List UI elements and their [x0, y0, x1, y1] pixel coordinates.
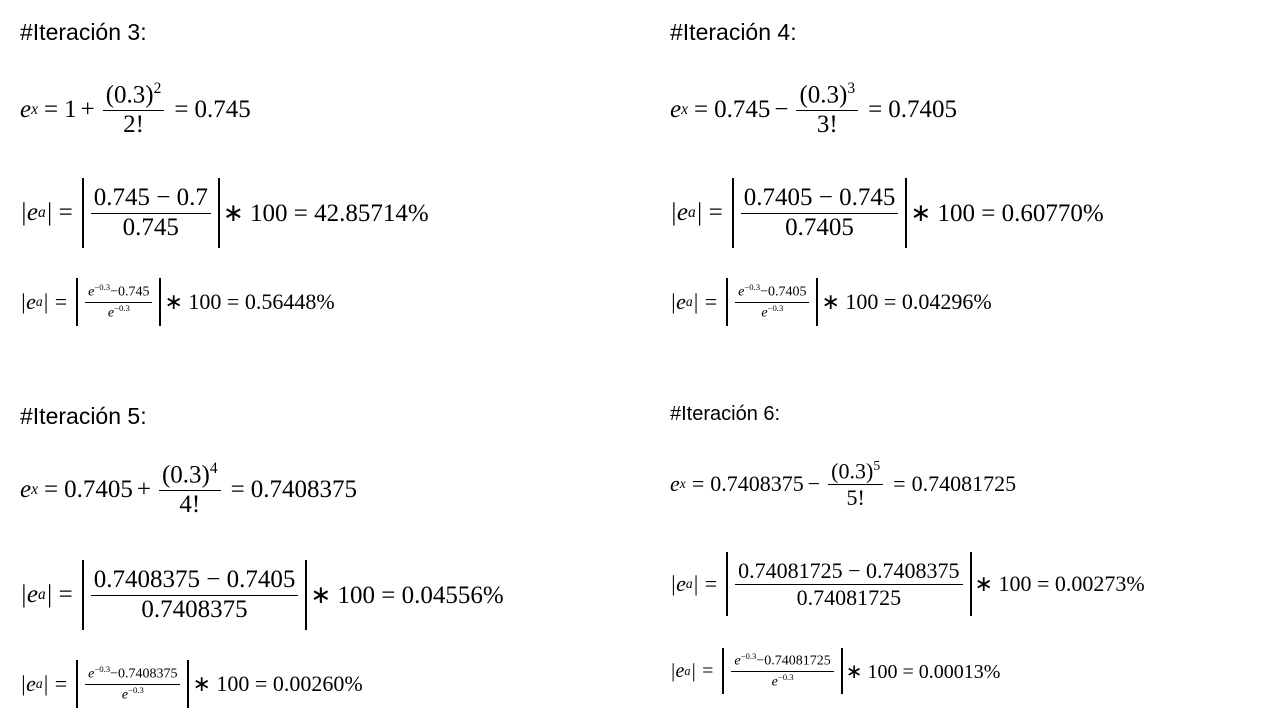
abs-open: |	[670, 289, 677, 314]
iteration-5-series-equation	[20, 460, 357, 520]
error-tail: ∗ 100 = 42.85714%	[222, 200, 429, 227]
num-rest: −0.7408375	[110, 666, 178, 682]
abs-bar-left	[732, 178, 734, 248]
lead-term: 0.7408375	[710, 470, 804, 496]
error-numerator: 0.74081725 − 0.7408375	[738, 558, 960, 584]
abs-bar-left	[726, 552, 728, 616]
error-numerator: 0.7408375 − 0.7405	[93, 565, 296, 593]
abs-open: |	[670, 199, 677, 226]
error-subscript: a	[685, 576, 693, 591]
den-exponent: −0.3	[128, 684, 144, 695]
operator: −	[774, 95, 789, 123]
den-e: e	[107, 305, 115, 321]
iteration-6-error-true	[670, 648, 1000, 694]
num-e: e	[738, 284, 745, 300]
error-symbol: e	[26, 289, 36, 314]
fraction-numerator-base: (0.3)	[799, 81, 848, 109]
series-result: 0.7408375	[250, 475, 357, 503]
iteration-3-series-equation	[20, 80, 251, 140]
num-e: e	[88, 666, 95, 682]
abs-close: |	[45, 199, 53, 226]
num-rest: −0.74081725	[756, 653, 831, 669]
equals-sign: =	[44, 95, 59, 123]
fraction-numerator-exponent: 5	[873, 458, 881, 473]
abs-open: |	[20, 289, 27, 314]
lhs-exponent: x	[31, 480, 38, 498]
error-tail: ∗ 100 = 0.56448%	[164, 289, 335, 314]
series-fraction	[103, 80, 165, 140]
error-fraction	[741, 184, 899, 243]
equals-sign: =	[230, 475, 245, 503]
den-exponent: −0.3	[114, 302, 130, 313]
fraction-numerator-base: (0.3)	[161, 461, 210, 489]
equals-sign: =	[694, 95, 709, 123]
equals-sign: =	[54, 671, 68, 696]
num-exponent: −0.3	[94, 664, 111, 675]
error-subscript: a	[687, 204, 696, 221]
iteration-6-series-equation	[670, 458, 1016, 510]
error-symbol: e	[676, 199, 688, 226]
iteration-5-error-relative	[20, 560, 504, 630]
error-denominator: 0.7405	[785, 213, 854, 241]
abs-bar-right	[305, 560, 307, 630]
error-tail: ∗ 100 = 0.00273%	[974, 571, 1145, 596]
iteration-4-error-relative	[670, 178, 1104, 248]
abs-bar-right	[187, 660, 189, 708]
lhs-exponent: x	[679, 475, 686, 491]
abs-open: |	[670, 571, 677, 596]
den-e: e	[771, 674, 778, 690]
series-fraction	[796, 80, 858, 140]
abs-close: |	[695, 199, 703, 226]
fraction-denominator: 3!	[816, 111, 838, 139]
equals-sign: =	[893, 470, 906, 496]
num-e: e	[88, 284, 95, 300]
equals-sign: =	[54, 289, 68, 314]
error-symbol: e	[26, 671, 36, 696]
abs-bar-left	[722, 648, 724, 694]
lead-term: 0.7405	[64, 475, 133, 503]
iteration-4-heading: #Iteración 4:	[670, 19, 797, 45]
iteration-4-series-equation	[670, 80, 957, 140]
error-tail: ∗ 100 = 0.00013%	[845, 660, 1001, 683]
abs-close: |	[692, 571, 699, 596]
num-exponent: −0.3	[744, 282, 761, 293]
num-rest: −0.745	[110, 284, 150, 300]
fraction-denominator: 2!	[123, 111, 144, 139]
series-result: 0.74081725	[911, 470, 1017, 496]
error-symbol: e	[675, 659, 685, 682]
den-e: e	[121, 687, 129, 703]
abs-open: |	[20, 581, 27, 608]
abs-bar-right	[159, 278, 161, 326]
abs-bar-right	[905, 178, 907, 248]
equals-sign: =	[44, 475, 59, 503]
lhs-e: e	[20, 95, 32, 123]
abs-bar-left	[82, 560, 84, 630]
series-fraction	[828, 458, 883, 510]
lhs-e: e	[670, 95, 682, 123]
error-symbol: e	[676, 571, 686, 596]
abs-bar-left	[76, 660, 78, 708]
error-tail: ∗ 100 = 0.60770%	[910, 200, 1104, 227]
den-e: e	[761, 305, 768, 321]
equals-sign: =	[704, 571, 718, 596]
iteration-6-heading: #Iteración 6:	[670, 403, 781, 425]
true-error-fraction	[731, 651, 833, 691]
error-tail: ∗ 100 = 0.04296%	[821, 289, 992, 314]
num-exponent: −0.3	[740, 651, 757, 662]
fraction-numerator-base: (0.3)	[831, 458, 874, 484]
abs-close: |	[692, 289, 699, 314]
error-numerator: 0.745 − 0.7	[93, 183, 208, 211]
true-error-fraction	[735, 282, 809, 322]
lead-term: 0.745	[714, 95, 771, 123]
abs-open: |	[20, 671, 27, 696]
iteration-3-error-true	[20, 278, 335, 326]
abs-bar-right	[970, 552, 972, 616]
error-tail: ∗ 100 = 0.00260%	[192, 671, 363, 696]
true-error-fraction	[85, 282, 152, 322]
fraction-denominator: 4!	[179, 491, 201, 519]
fraction-denominator: 5!	[846, 484, 865, 510]
abs-open: |	[670, 659, 676, 682]
abs-close: |	[45, 581, 53, 608]
equals-sign: =	[691, 470, 705, 496]
lhs-e: e	[20, 475, 32, 503]
abs-close: |	[690, 659, 697, 682]
equals-sign: =	[174, 95, 189, 123]
error-symbol: e	[26, 199, 38, 226]
error-subscript: a	[35, 294, 43, 309]
iteration-5-heading: #Iteración 5:	[20, 403, 147, 429]
error-subscript: a	[685, 294, 693, 309]
error-denominator: 0.74081725	[796, 584, 902, 610]
iteration-5-error-true	[20, 660, 363, 708]
series-fraction	[159, 460, 221, 520]
error-symbol: e	[26, 581, 38, 608]
error-subscript: a	[35, 676, 43, 691]
operator: −	[807, 470, 821, 496]
abs-open: |	[20, 199, 27, 226]
fraction-numerator-base: (0.3)	[105, 81, 154, 109]
abs-bar-right	[816, 278, 818, 326]
error-denominator: 0.7408375	[141, 595, 248, 623]
equals-sign: =	[704, 289, 718, 314]
iteration-3-heading: #Iteración 3:	[20, 19, 147, 45]
error-numerator: 0.7405 − 0.745	[743, 183, 896, 211]
abs-bar-left	[726, 278, 728, 326]
operator: +	[80, 95, 95, 123]
equals-sign: =	[868, 95, 883, 123]
abs-close: |	[42, 289, 49, 314]
error-denominator: 0.745	[122, 213, 179, 241]
abs-bar-right	[218, 178, 220, 248]
fraction-numerator-exponent: 4	[209, 460, 218, 477]
error-symbol: e	[676, 289, 686, 314]
series-result: 0.7405	[888, 95, 957, 123]
equals-sign: =	[58, 199, 73, 226]
equals-sign: =	[58, 581, 73, 608]
lhs-e: e	[670, 470, 680, 496]
true-error-fraction	[85, 664, 180, 704]
operator: +	[136, 475, 151, 503]
iteration-4-error-true	[670, 278, 992, 326]
iteration-3-error-relative	[20, 178, 429, 248]
error-subscript: a	[37, 586, 46, 603]
abs-bar-left	[76, 278, 78, 326]
num-exponent: −0.3	[94, 282, 111, 293]
abs-bar-left	[82, 178, 84, 248]
abs-bar-right	[841, 648, 843, 694]
fraction-numerator-exponent: 2	[153, 80, 162, 97]
lead-term: 1	[64, 95, 77, 123]
den-exponent: −0.3	[777, 671, 794, 682]
den-exponent: −0.3	[767, 302, 784, 313]
abs-close: |	[42, 671, 49, 696]
num-rest: −0.7405	[760, 284, 807, 300]
num-e: e	[734, 653, 741, 669]
lhs-exponent: x	[31, 100, 38, 118]
error-subscript: a	[684, 663, 691, 678]
lhs-exponent: x	[681, 100, 688, 118]
error-fraction	[91, 566, 299, 625]
error-tail: ∗ 100 = 0.04556%	[310, 582, 504, 609]
error-fraction	[91, 184, 211, 243]
equals-sign: =	[702, 659, 714, 682]
iteration-6-error-relative	[670, 552, 1145, 616]
error-subscript: a	[37, 204, 46, 221]
equals-sign: =	[708, 199, 723, 226]
fraction-numerator-exponent: 3	[847, 80, 856, 97]
error-fraction	[735, 558, 962, 610]
series-result: 0.745	[194, 95, 251, 123]
